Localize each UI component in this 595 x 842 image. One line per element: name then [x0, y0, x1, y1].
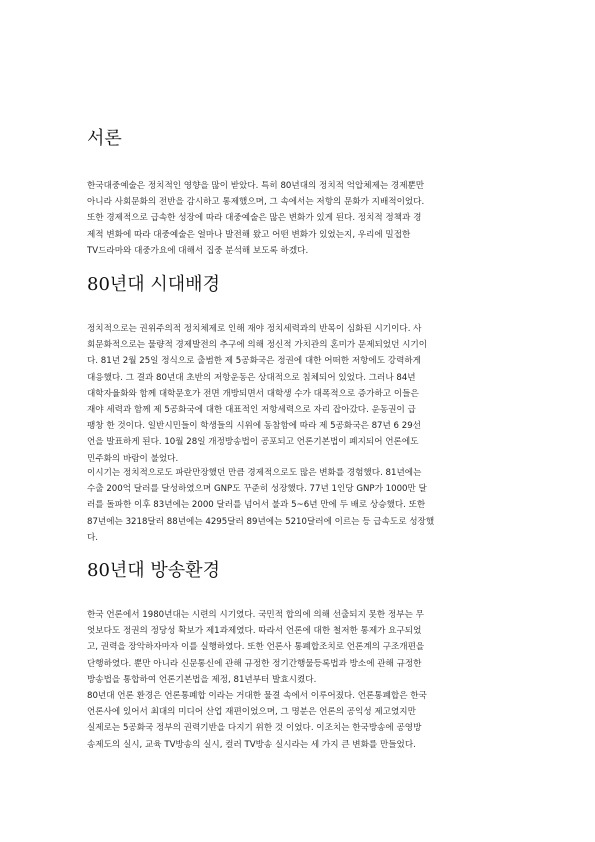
text-line: 재야 세력과 함께 제 5공화국에 대한 대표적인 저항세력으로 자리 잡아갔다. 운동권이 급 [87, 405, 416, 416]
text-line: 한국대중예술은 정치적인 영향을 많이 받았다. 특히 80년대의 정치적 억압체제는 경제뿐만 [87, 181, 425, 191]
text-line: 한국 언론에서 1980년대는 시련의 시기였다. 국민적 합의에 의해 선출되지 못한 정부는 무 [87, 610, 424, 620]
broadcasting-paragraph-1 [87, 607, 510, 688]
text-line: 팽창 한 것이다. 일반시민들이 학생들의 시위에 동참함에 따라 제 5공화국은 87년 6 29선 [87, 421, 421, 432]
section-heading-background: 80년대 시대배경 [87, 274, 220, 295]
text-line: 대응했다. 그 결과 80년대 초반의 저항운동은 상대적으로 침체되어 있었다. 그러나 84년 [87, 372, 416, 383]
text-line: 대학자율화와 함께 대학문호가 전면 개방되면서 대학생 수가 대폭적으로 증가하고 이들은 [87, 388, 419, 399]
text-line: TV드라마와 대중가요에 대해서 집중 분석해 보도록 하겠다. [87, 245, 309, 256]
background-paragraph-1 [87, 321, 510, 467]
text-line: 송제도의 실시, 교육 TV방송의 실시, 컬러 TV방송 실시라는 세 가지 큰 변화를 만들었다. [87, 739, 416, 750]
text-line: 고, 권력을 장악하자마자 이를 실행하였다. 또한 언론사 통폐합조치로 언론계의 구조개편을 [87, 642, 425, 653]
text-line: 단행하였다. 뿐만 아니라 신문통신에 관해 규정한 정기간행물등록법과 방소에 관해 규정한 [87, 658, 422, 669]
text-line: 수출 200억 달러를 달성하였으며 GNP도 꾸준히 성장했다. 77년 1인당 GNP가 1000만 달 [87, 484, 427, 495]
broadcasting-paragraph-2 [87, 688, 510, 753]
text-line: 민주화의 바람이 불었다. [87, 453, 179, 464]
text-line: 러를 돌파한 이후 83년에는 2000 달러를 넘어서 불과 5~6년 만에 두 배로 상승했다. 또한 [87, 500, 426, 511]
background-paragraph-2 [87, 465, 510, 546]
text-line: 아니라 사회문화의 전반을 감시하고 통제했으며, 그 속에서는 저항의 문화가 지배적이었다. [87, 197, 425, 208]
text-line: 이시기는 정치적으로도 파란만장했던 만큼 경제적으로도 많은 변화를 경험했다. 81년에는 [87, 468, 422, 478]
text-line: 80년대 언론 환경은 언론통폐합 이라는 거대한 물결 속에서 이루어졌다. 언론통폐합은 한국 [87, 691, 427, 701]
text-line: 다. [87, 532, 99, 543]
text-line: 정치적으로는 권위주의적 정치체제로 인해 재야 정치세력과의 반목이 심화된 시기이다. 사 [87, 324, 422, 334]
text-line: 다. 81년 2월 25일 정식으로 출범한 제 5공화국은 정권에 대한 어떠한 저항에도 강력하게 [87, 356, 421, 367]
text-line: 또한 경제적으로 급속한 성장에 따라 대중예술은 많은 변화가 있게 된다. 정치적 정책과 경 [87, 213, 422, 224]
text-line: 언론사에 있어서 최대의 미디어 산업 재편이었으며, 그 명분은 언론의 공익성 제고였지만 [87, 707, 416, 718]
text-line: 언을 발표하게 된다. 10월 28일 개정방송법이 공포되고 언론기본법이 폐지되어 언론에도 [87, 437, 419, 448]
section-heading-broadcasting: 80년대 방송환경 [87, 560, 220, 581]
text-line: 87년에는 3218달러 88년에는 4295달러 89년에는 5210달러에 이르는 등 급속도로 성장했 [87, 516, 435, 527]
text-line: 제적 변화에 따라 대중예술은 얼마나 발전해 왔고 어떤 변화가 있었는지, 우리에 밀접한 [87, 229, 411, 240]
text-line: 엇보다도 정권의 정당성 확보가 제1과제였다. 따라서 언론에 대한 철저한 통제가 요구되었 [87, 626, 422, 637]
intro-paragraph [87, 178, 510, 259]
text-line: 회문화적으로는 물량적 경제발전의 추구에 의해 정신적 가치관의 혼미가 문제되었던 시기이 [87, 340, 428, 351]
text-line: 방송법을 통합하여 언론기본법을 제정, 81년부터 발효시켰다. [87, 674, 317, 685]
section-heading-intro: 서론 [87, 128, 122, 149]
text-line: 실제로는 5공화국 정부의 권력기반을 다지기 위한 것 이었다. 이조치는 한국방송에 공영방 [87, 723, 422, 734]
